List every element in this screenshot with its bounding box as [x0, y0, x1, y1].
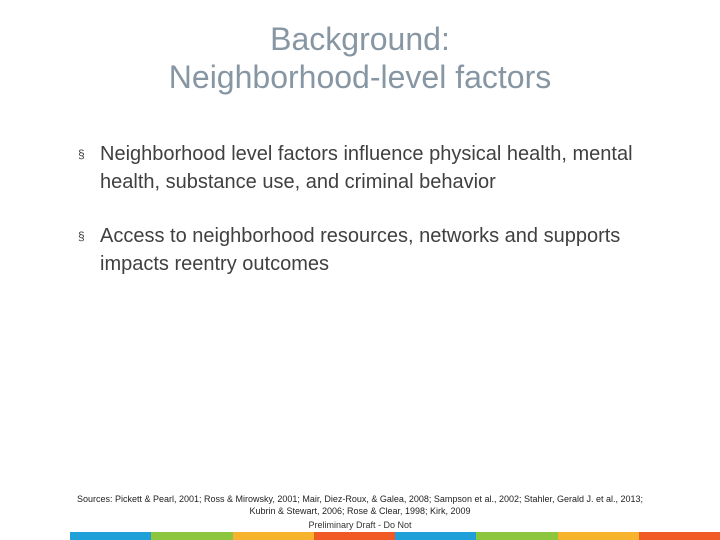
bullet-marker-icon: § [78, 229, 85, 243]
bullet-text: Access to neighborhood resources, networks and supports impacts reentry outcomes [100, 225, 621, 275]
bullet-item [78, 222, 678, 278]
color-bar-segment [639, 532, 720, 540]
color-bar-segment [314, 532, 395, 540]
bullet-item [78, 140, 678, 196]
title-line-1: Background: [270, 21, 450, 57]
color-bar-segment [151, 532, 232, 540]
bullet-list [78, 140, 678, 304]
slide-title [0, 20, 720, 96]
color-bar-segment [70, 532, 151, 540]
color-bar-segment [476, 532, 557, 540]
footer-draft-note: Preliminary Draft - Do Not [308, 520, 412, 530]
bullet-marker-icon: § [78, 147, 85, 161]
title-line-2: Neighborhood-level factors [168, 59, 552, 95]
color-bar-segment [395, 532, 476, 540]
bullet-text: Neighborhood level factors influence physical health, mental health, substance use, and criminal behavior [100, 143, 633, 193]
color-bar-segment [233, 532, 314, 540]
decorative-color-bar [70, 532, 720, 540]
sources-citation: Sources: Pickett & Pearl, 2001; Ross & Mirowsky, 2001; Mair, Diez-Roux, & Galea, 2008; Sampson et al., 2002; Stahler, Gerald J. et al., 2013; Kubrin & Stewart, 2006; Rose & Clear, 1998; Kirk, 2009 [76, 494, 644, 516]
color-bar-segment [558, 532, 639, 540]
